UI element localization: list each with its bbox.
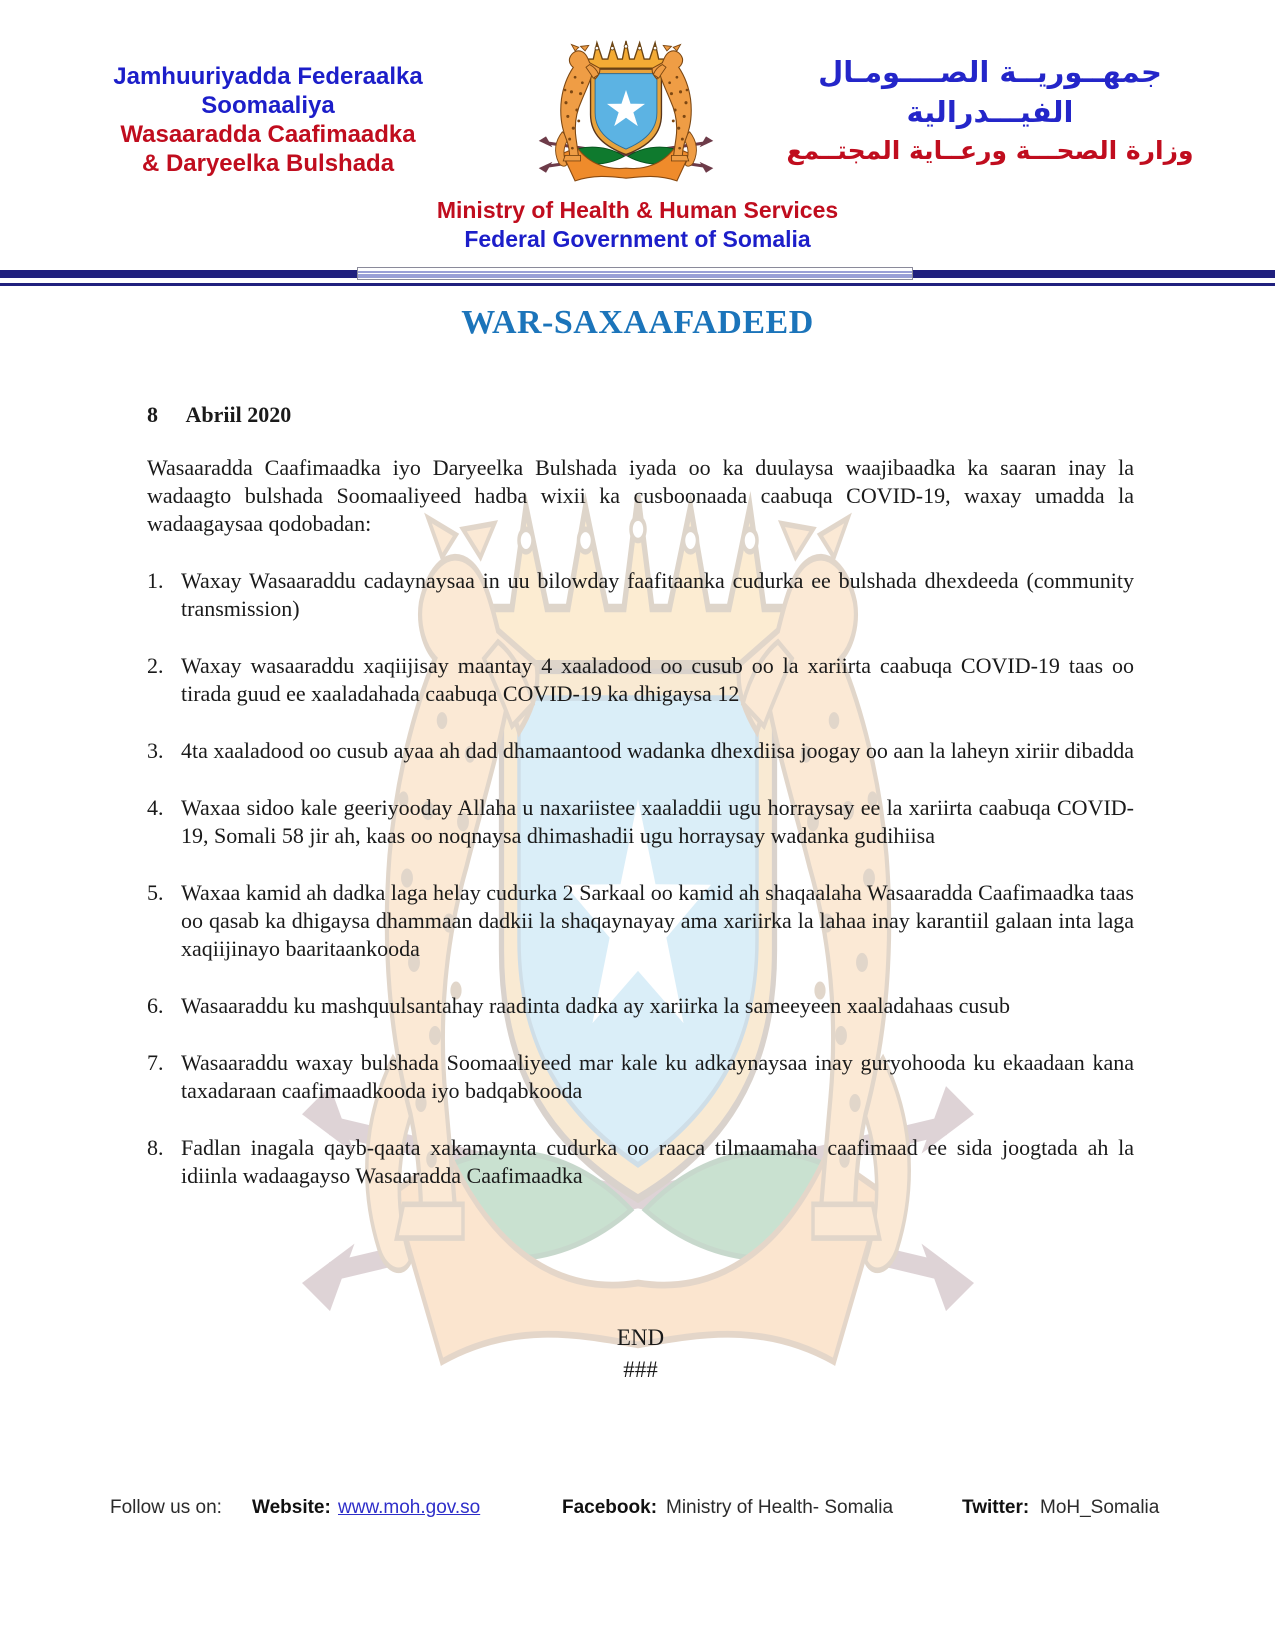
website-label: Website: <box>252 1497 331 1518</box>
item-number: 7. <box>147 1050 164 1075</box>
list-item <box>147 567 1134 623</box>
release-date <box>147 402 1134 428</box>
divider-thin-line <box>0 283 1275 286</box>
somalia-coat-of-arms-icon <box>535 30 717 190</box>
facebook-value: Ministry of Health- Somalia <box>666 1497 894 1518</box>
item-number: 2. <box>147 653 164 678</box>
item-text: Waxaa sidoo kale geeriyooday Allaha u naxariistee xaaladdii ugu horraysay ee la xariirta caabuqa COVID-19, Somali 58 jir ah, kaas oo noqnaysa dhimashadii ugu horraysay wadanka gudihiisa <box>181 795 1134 848</box>
item-number: 1. <box>147 568 164 593</box>
item-text: 4ta xaaladood oo cusub ayaa ah dad dhamaantood wadanka dhexdiisa joogay oo aan la laheyn xiriir dibadda <box>181 738 1135 763</box>
org-name-arabic-block <box>750 52 1230 170</box>
item-text: Fadlan inagala qayb-qaata xakamaynta cudurka oo raaca tilmaamaha caafimaad ee sida joogtada ah la idiinla wadaagayso Wasaaradda Caafimaadka <box>181 1135 1134 1188</box>
org-name-arabic-line2: وزارة الصحـــة ورعــاية المجتــمع <box>786 136 1194 165</box>
item-number: 5. <box>147 880 164 905</box>
hash-marker: ### <box>623 1357 658 1382</box>
org-name-somali-block <box>48 62 488 178</box>
follow-us-label: Follow us on: <box>110 1497 222 1518</box>
item-text: Waxay Wasaaraddu cadaynaysaa in uu bilowday faafitaanka cudurka ee bulshada dhexdeeda (community transmission) <box>181 568 1134 621</box>
item-text: Waxaa kamid ah dadka laga helay cudurka 2 Sarkaal oo kamid ah shaqaalaha Wasaaradda Caafimaadka taas oo qasab ka dhigaysa dhammaan dadkii la shaqaynayay ama xariirka la lahaa inay karantiil galaan inta laga xaqiijinayo baaritaankooda <box>181 880 1134 961</box>
release-date-month-year: Abriil 2020 <box>185 402 292 427</box>
list-item <box>147 879 1134 963</box>
item-text: Waxay wasaaraddu xaqiijisay maantay 4 xaaladood oo cusub oo la xariirta caabuqa COVID-19 taas oo tirada guud ee xaaladahada caabuqa COVID-19 ka dhigaysa 12 <box>181 653 1134 706</box>
list-item <box>147 1134 1134 1190</box>
header-divider <box>0 266 1275 288</box>
org-name-somali-line3: & Daryeelka Bulshada <box>141 150 395 177</box>
list-item <box>147 652 1134 708</box>
org-name-somali-line2: Wasaaradda Caafimaadka <box>120 121 416 148</box>
twitter-value: MoH_Somalia <box>1040 1497 1160 1518</box>
letterhead <box>0 0 1275 266</box>
intro-paragraph: Wasaaradda Caafimaadka iyo Daryeelka Bulshada iyada oo ka duulaysa waajibaadka ka saaran inay la wadaagto bulshada Soomaaliyeed hadba wixii ka cusboonaada caabuqa COVID-19, waxay umadda la wadaagaysaa qodobadan: <box>147 455 1134 536</box>
government-name-english: Federal Government of Somalia <box>464 226 811 252</box>
org-name-english-block <box>0 196 1275 254</box>
press-release-title: WAR-SAXAAFADEED <box>461 304 814 341</box>
list-item <box>147 992 1134 1020</box>
ministry-name-english: Ministry of Health & Human Services <box>436 197 839 223</box>
closing-block <box>147 1322 1134 1386</box>
footer <box>0 1497 1275 1527</box>
item-number: 6. <box>147 993 164 1018</box>
org-name-somali-line1: Jamhuuriyadda Federaalka Soomaaliya <box>113 63 423 119</box>
list-item <box>147 794 1134 850</box>
numbered-list <box>147 567 1134 1190</box>
website-link[interactable]: www.moh.gov.so <box>338 1497 481 1518</box>
twitter-label: Twitter: <box>962 1497 1030 1518</box>
org-name-arabic-line1: جمهــوريــة الصــــومـال الفيـــدرالية <box>818 55 1162 129</box>
item-text: Wasaaraddu ku mashquulsantahay raadinta dadka ay xariirka la sameeyeen xaaladahaas cusub <box>181 993 1010 1018</box>
document-body <box>147 402 1134 1386</box>
item-number: 4. <box>147 795 164 820</box>
divider-inset-box <box>357 267 913 280</box>
facebook-label: Facebook: <box>562 1497 658 1518</box>
list-item <box>147 737 1134 765</box>
item-number: 8. <box>147 1135 164 1160</box>
item-number: 3. <box>147 738 164 763</box>
list-item <box>147 1049 1134 1105</box>
release-date-day: 8 <box>147 402 158 427</box>
item-text: Wasaaraddu waxay bulshada Soomaaliyeed mar kale ku adkaynaysaa inay guryohooda ku ekaadaan kana taxadaraan caafimaadkooda iyo badqabkooda <box>181 1050 1134 1103</box>
end-marker: END <box>616 1325 665 1350</box>
